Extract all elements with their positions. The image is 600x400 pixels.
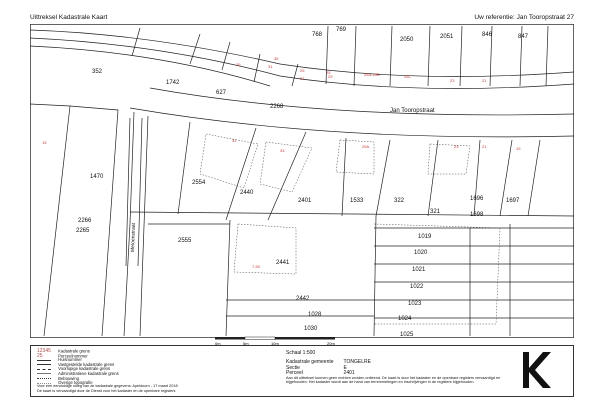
reference-text: Uw referentie: Jan Tooropstraat 27 bbox=[474, 14, 574, 21]
disclaimer-note: Aan dit uittreksel kunnen geen rechten worden ontleend. De kaart is door het kadaster en de openbare registers vervaardigd en bijgehouden. Het kadaster wordt aan de hand van terreinmetingen en inschrijvingen in de registers bijgehouden. bbox=[286, 376, 501, 385]
parcel-2265: 2265 bbox=[76, 228, 90, 234]
parcel-1028: 1028 bbox=[308, 312, 322, 318]
parcel-769: 769 bbox=[336, 27, 347, 33]
parcel-2401: 2401 bbox=[298, 198, 312, 204]
house-number: 31 bbox=[232, 138, 237, 143]
footer-line: Voor een eenduidige uitleg van de kadastrale gegevens: Apeldoorn - 17 maart 2018 bbox=[37, 384, 178, 389]
house-number: 23 bbox=[450, 78, 455, 83]
legend-dotted-line-icon bbox=[37, 378, 51, 379]
scale-segment bbox=[245, 337, 275, 340]
scale-bar bbox=[215, 333, 355, 346]
scale-segment bbox=[215, 337, 245, 340]
metadata-label: Kadastrale gemeente bbox=[286, 359, 334, 365]
parcel-1022: 1022 bbox=[410, 284, 424, 290]
parcel-2266: 2266 bbox=[78, 218, 92, 224]
legend-label: Perceelnummer bbox=[58, 353, 88, 358]
side-street-name-label: Meloenstraat bbox=[130, 222, 138, 253]
parcel-metadata bbox=[286, 350, 381, 377]
house-number: 35 bbox=[274, 56, 279, 61]
parcel-768: 768 bbox=[312, 32, 323, 38]
parcel-2555: 2555 bbox=[178, 238, 192, 244]
parcel-1024: 1024 bbox=[398, 316, 412, 322]
house-number: 21 bbox=[482, 144, 487, 149]
parcel-1025: 1025 bbox=[400, 332, 414, 338]
scale-tick: 5m bbox=[243, 341, 249, 346]
house-number: 27 bbox=[300, 76, 305, 81]
document-title: Uittreksel Kadastrale Kaart bbox=[30, 14, 108, 21]
house-number: 29 bbox=[328, 74, 333, 79]
legend-symbol: 25 bbox=[37, 352, 43, 359]
parcel-1019: 1019 bbox=[418, 234, 432, 240]
parcel-846: 846 bbox=[482, 32, 493, 38]
cadastral-map[interactable] bbox=[30, 24, 574, 338]
legend-footer bbox=[37, 384, 178, 393]
legend-label: Overige topografie bbox=[58, 380, 93, 386]
legend-line-icon bbox=[37, 373, 51, 374]
parcel-2051: 2051 bbox=[440, 34, 454, 40]
scale-tick: 0m bbox=[215, 341, 221, 346]
house-number: 23 bbox=[454, 144, 459, 149]
house-number: 31 bbox=[268, 64, 273, 69]
scale-label: Schaal 1:500 bbox=[286, 350, 316, 356]
parcel-1742: 1742 bbox=[166, 80, 180, 86]
scale-segment bbox=[275, 337, 335, 340]
metadata-label: Sectie bbox=[286, 364, 300, 371]
legend-line-icon bbox=[37, 364, 51, 365]
parcel-322: 322 bbox=[394, 198, 405, 204]
legend-dashed-line-icon bbox=[37, 369, 51, 370]
house-number: 29 bbox=[236, 62, 241, 67]
parcel-2268: 2268 bbox=[270, 104, 284, 110]
metadata-value: E bbox=[343, 364, 347, 371]
metadata-row bbox=[286, 360, 381, 366]
legend-symbol: 12345 bbox=[37, 348, 51, 354]
scale-tick: 20m bbox=[327, 341, 335, 346]
house-number: 25A-25B bbox=[364, 72, 380, 77]
metadata-label: Perceel bbox=[286, 370, 303, 377]
parcel-2050: 2050 bbox=[400, 37, 414, 43]
scale-tick: 10m bbox=[271, 341, 279, 346]
parcel-847: 847 bbox=[518, 34, 529, 40]
legend-panel bbox=[30, 345, 574, 397]
metadata-value: TONGELRE bbox=[343, 359, 371, 365]
metadata-table bbox=[286, 360, 381, 377]
parcel-1697: 1697 bbox=[506, 198, 520, 204]
parcel-627: 627 bbox=[216, 90, 227, 96]
legend-label: Bebouwing bbox=[58, 375, 79, 381]
parcel-1533: 1533 bbox=[350, 198, 364, 204]
metadata-value: 2401 bbox=[343, 370, 355, 377]
parcel-2441: 2441 bbox=[276, 260, 290, 266]
house-number: 21 bbox=[482, 78, 487, 83]
footer-line: De kaart is vervaardigd door de Dienst voor het kadaster en de openbare registers bbox=[37, 388, 176, 393]
parcel-number-labels bbox=[76, 27, 529, 338]
house-number: 29A bbox=[362, 144, 370, 149]
kadaster-logo-icon bbox=[517, 350, 553, 390]
legend-label: Kadastrale grens bbox=[58, 348, 90, 354]
house-number: 33 bbox=[280, 148, 285, 153]
house-number: 25 bbox=[326, 70, 331, 75]
house-number: 19 bbox=[516, 146, 521, 151]
parcel-2554: 2554 bbox=[192, 180, 206, 186]
legend-label: Voorlopige kadastrale grens bbox=[58, 366, 111, 372]
house-number: 25C bbox=[404, 74, 412, 79]
house-number: 7-50 bbox=[252, 264, 261, 269]
parcel-1020: 1020 bbox=[414, 250, 428, 256]
legend-label: Vastgestelde kadastrale grens bbox=[58, 361, 115, 367]
parcel-1021: 1021 bbox=[412, 267, 426, 273]
house-number: 15 bbox=[42, 140, 47, 145]
house-number-labels bbox=[42, 56, 521, 269]
legend-line-icon bbox=[37, 360, 51, 361]
parcel-321: 321 bbox=[430, 209, 441, 215]
street-name-label: Jan Tooropstraat bbox=[390, 108, 435, 114]
parcel-1698: 1698 bbox=[470, 212, 484, 218]
parcel-2440: 2440 bbox=[240, 190, 254, 196]
parcel-2442: 2442 bbox=[296, 296, 310, 302]
parcel-1023: 1023 bbox=[408, 301, 422, 307]
house-number: 25 bbox=[300, 68, 305, 73]
legend-label: Huisnummer bbox=[58, 357, 82, 363]
legend-label: Administratieve kadastrale grens bbox=[57, 370, 119, 376]
parcel-1470: 1470 bbox=[90, 174, 104, 180]
parcel-352: 352 bbox=[92, 69, 103, 75]
parcel-1696: 1696 bbox=[470, 196, 484, 202]
map-header bbox=[30, 14, 574, 24]
parcel-1030: 1030 bbox=[304, 326, 318, 332]
